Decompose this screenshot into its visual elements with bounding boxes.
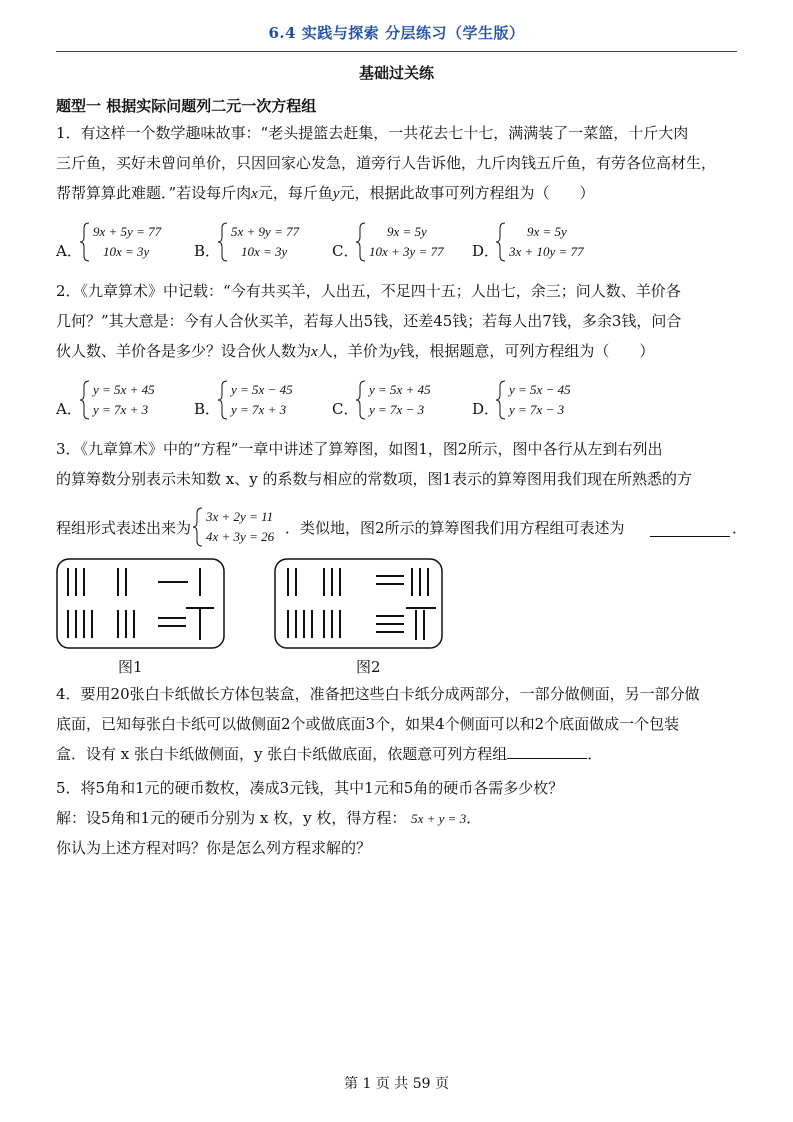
q4-line-2: 底面，已知每张白卡纸可以做侧面2个或做底面3个，如果4个侧面可以和2个底面做成一个包装 <box>56 715 680 733</box>
q5-equation: 5x + y = 3 <box>411 811 467 826</box>
q2-options: A． y = 5x + 45 y = 7x + 3 B． y = 5x − 45 y = 7x + 3 C． y = 5x + 45 y = 7x − 3 D． y = 5x − 45 y = 7x − 3 <box>56 382 571 418</box>
figure-1-counting-rods <box>56 558 226 650</box>
page-footer: 第 1 页 共 59 页 <box>344 1076 449 1092</box>
figure-1-caption: 图1 <box>118 658 143 676</box>
section-title: 基础过关练 <box>358 64 434 82</box>
q4-line-1: 4．要用20张白卡纸做长方体包装盒，准备把这些白卡纸分成两部分，一部分做侧面，另一部分做 <box>56 685 700 703</box>
q1-options: A． 9x + 5y = 77 10x = 3y B． 5x + 9y = 77 10x = 3y C． 9x = 5y 10x + 3y = 77 D． 9x = 5y 3x + 10y = 77 <box>56 224 584 260</box>
q3-line-2: 的算筹数分别表示未知数 x、y 的系数与相应的常数项，图1表示的算筹图用我们现在所熟悉的方 <box>56 470 693 488</box>
var-y: y <box>392 344 400 360</box>
question-4 <box>56 679 740 769</box>
document-header: 6.4 实践与探索 分层练习（学生版） <box>268 24 525 42</box>
q1-line-3: 帮帮算算此难题．”若设每斤肉x元，每斤鱼y元，根据此故事可列方程组为（ ） <box>56 184 595 202</box>
brace-icon <box>218 222 228 262</box>
var-x: x <box>311 344 318 360</box>
figure-2-caption: 图2 <box>356 658 381 676</box>
figure-2-counting-rods <box>274 558 444 650</box>
q3-eq-2: 4x + 3y = 26 <box>206 529 275 544</box>
q3-eq-1: 3x + 2y = 11 <box>206 509 274 524</box>
question-type-heading: 题型一 根据实际问题列二元一次方程组 <box>56 97 317 115</box>
brace-icon <box>80 380 90 420</box>
q5-line-3: 你认为上述方程对吗？你是怎么列方程求解的？ <box>56 839 372 857</box>
q2-line-1: 2．《九章算术》中记载：“今有共买羊，人出五，不足四十五；人出七，余三；问人数、羊价各 <box>56 282 681 300</box>
brace-icon <box>356 222 366 262</box>
q1-line-1: 1．有这样一个数学趣味故事：“老头提篮去赶集，一共花去七十七，满满装了一菜篮，十斤大肉 <box>56 124 689 142</box>
q5-line-2: 解：设5角和1元的硬币分别为 x 枚，y 枚，得方程： 5x + y = 3． <box>56 809 482 827</box>
q4-line-3: 盒．设有 x 张白卡纸做侧面，y 张白卡纸做底面，依题意可列方程组 ． <box>56 739 740 769</box>
q2-line-3: 伙人数、羊价各是多少？设合伙人数为x人，羊价为y钱，根据题意，可列方程组为（ ） <box>56 342 655 360</box>
brace-icon <box>193 507 203 547</box>
brace-icon <box>496 380 506 420</box>
brace-icon <box>356 380 366 420</box>
var-y: y <box>332 186 340 202</box>
question-1 <box>56 118 740 208</box>
question-3 <box>56 434 740 494</box>
brace-icon <box>218 380 228 420</box>
q5-line-1: 5．将5角和1元的硬币数枚，凑成3元钱，其中1元和5角的硬币各需多少枚？ <box>56 779 564 797</box>
q1-line-2: 三斤鱼，买好未曾问单价，只因回家心发急，道旁行人告诉他，九斤肉钱五斤鱼，有劳各位高材生， <box>56 154 717 172</box>
brace-icon <box>80 222 90 262</box>
question-5 <box>56 773 740 863</box>
var-x: x <box>251 186 258 202</box>
q3-line-3: 程组形式表述出来为 3x + 2y = 11 4x + 3y = 26 ．类似地，图2所示的算筹图我们用方程组可表述为 ． <box>56 505 746 549</box>
answer-blank[interactable] <box>650 518 730 537</box>
answer-blank[interactable] <box>507 740 587 759</box>
q3-line-1: 3．《九章算术》中的“方程”一章中讲述了算筹图，如图1，图2所示，图中各行从左到右列出 <box>56 440 663 458</box>
header-rule <box>56 51 737 52</box>
q2-line-2: 几何？”其大意是：今有人合伙买羊，若每人出5钱，还差45钱；若每人出7钱，多余3钱，问合 <box>56 312 682 330</box>
question-2 <box>56 276 740 366</box>
brace-icon <box>496 222 506 262</box>
